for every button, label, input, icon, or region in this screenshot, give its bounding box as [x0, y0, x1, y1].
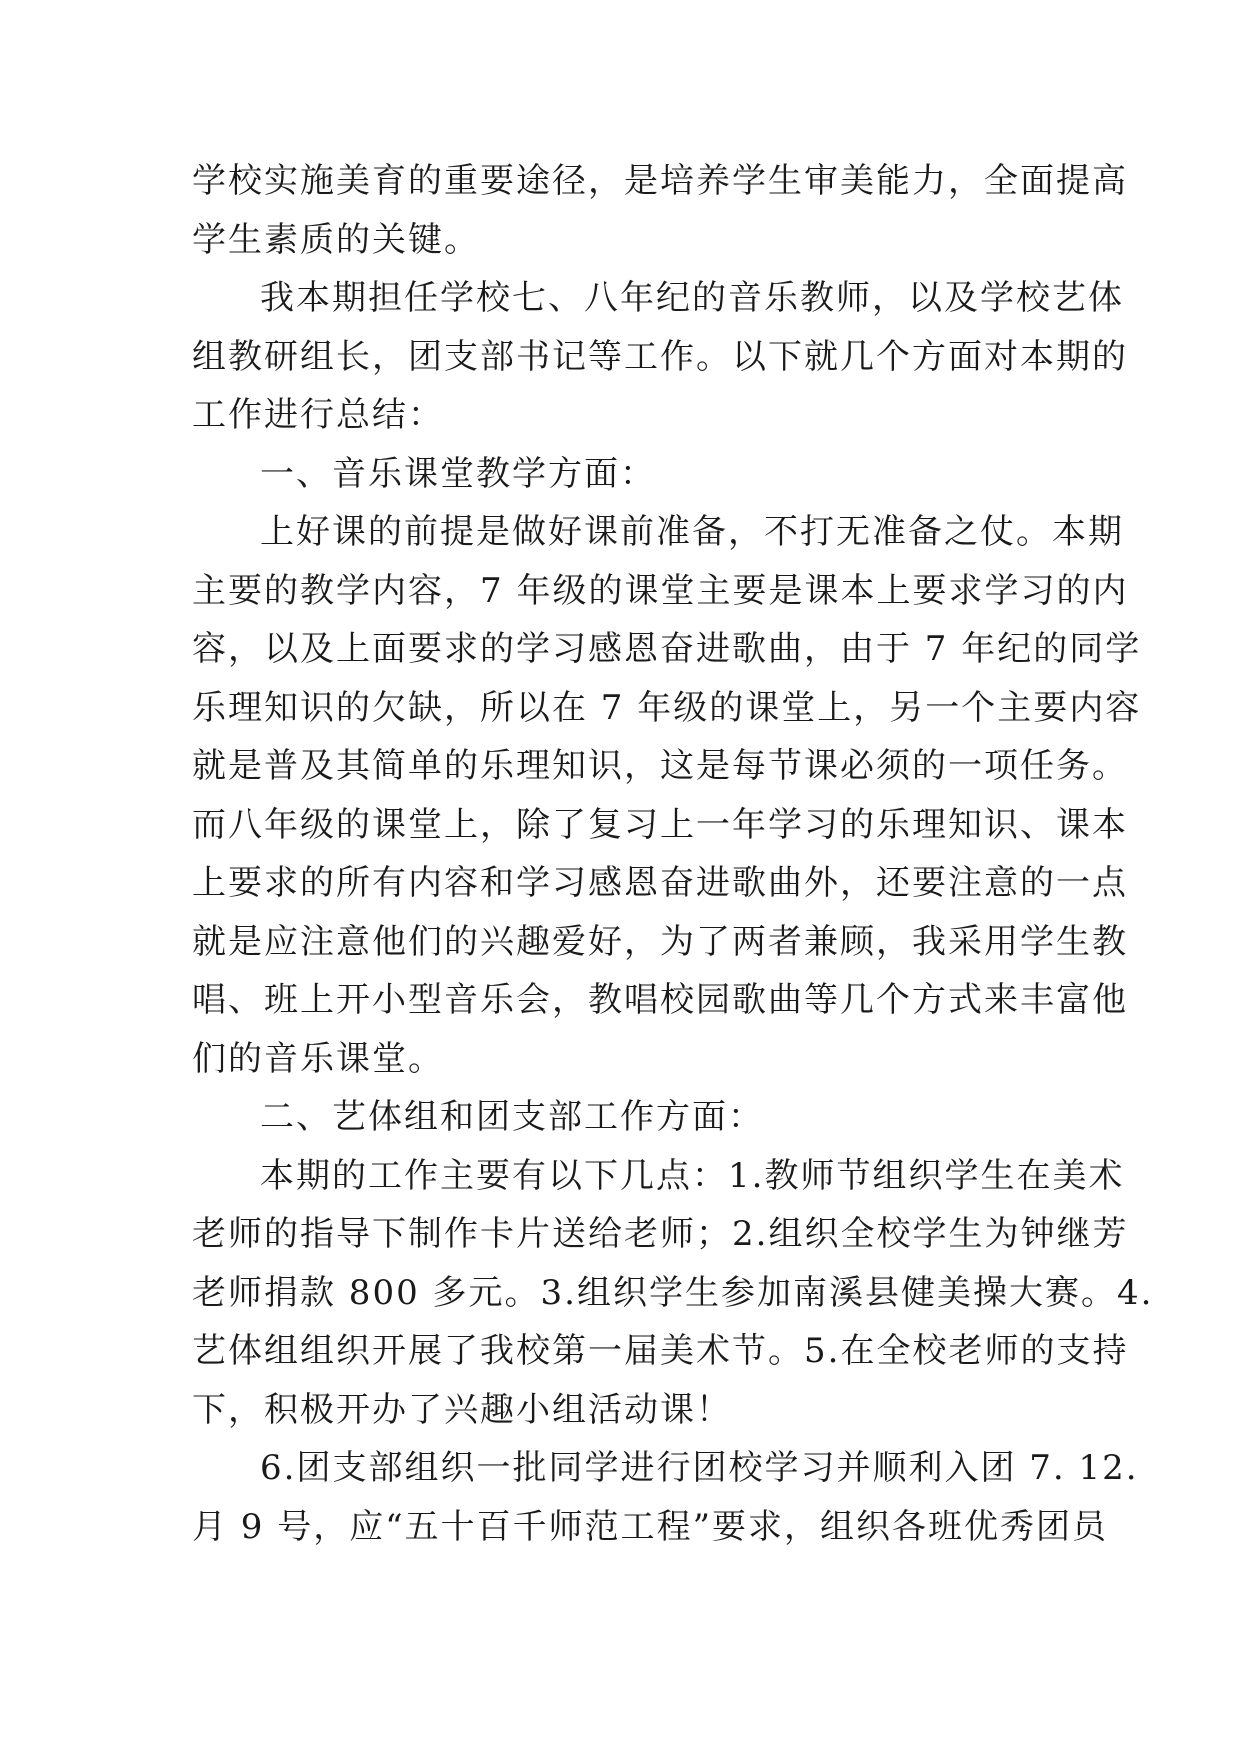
- text-line: 老师的指导下制作卡片送给老师；2.组织全校学生为钟继芳: [192, 1214, 1129, 1254]
- body-text: [192, 152, 1154, 1556]
- text-line: 本期的工作主要有以下几点：1.教师节组织学生在美术: [260, 1155, 1125, 1196]
- text-line: 6.团支部组织一批同学进行团校学习并顺利入团 7. 12.: [260, 1448, 1139, 1488]
- text-line: 容，以及上面要求的学习感恩奋进歌曲，由于 7 年纪的同学: [192, 629, 1142, 669]
- section-heading: 一、音乐课堂教学方面：: [260, 453, 656, 494]
- text-line: 组教研组长，团支部书记等工作。以下就几个方面对本期的: [192, 336, 1128, 377]
- section-heading: 二、艺体组和团支部工作方面：: [260, 1097, 764, 1137]
- text-line: 学生素质的关键。: [192, 219, 480, 260]
- text-line: 唱、班上开小型音乐会，教唱校园歌曲等几个方式来丰富他: [192, 980, 1128, 1020]
- text-line: 学校实施美育的重要途径，是培养学生审美能力，全面提高: [192, 161, 1128, 201]
- text-line: 就是应注意他们的兴趣爱好，为了两者兼顾，我采用学生教: [192, 921, 1128, 962]
- text-line: 上好课的前提是做好课前准备，不打无准备之仗。本期: [260, 512, 1124, 552]
- text-line: 而八年级的课堂上，除了复习上一年学习的乐理知识、课本: [192, 804, 1128, 845]
- text-line: 老师捐款 800 多元。3.组织学生参加南溪县健美操大赛。4.: [192, 1272, 1154, 1313]
- text-line: 主要的教学内容，7 年级的课堂主要是课本上要求学习的内: [192, 570, 1129, 611]
- text-line: 们的音乐课堂。: [192, 1038, 444, 1079]
- text-line: 下，积极开办了兴趣小组活动课！: [192, 1389, 732, 1430]
- text-line: 我本期担任学校七、八年纪的音乐教师，以及学校艺体: [260, 278, 1124, 318]
- text-line: 就是普及其简单的乐理知识，这是每节课必须的一项任务。: [192, 746, 1128, 786]
- text-line: 月 9 号，应“五十百千师范工程”要求，组织各班优秀团员: [192, 1506, 1109, 1547]
- text-line: 上要求的所有内容和学习感恩奋进歌曲外，还要注意的一点: [192, 863, 1128, 903]
- text-line: 艺体组组织开展了我校第一届美术节。5.在全校老师的支持: [192, 1331, 1129, 1371]
- text-line: 工作进行总结：: [192, 395, 444, 435]
- text-line: 乐理知识的欠缺，所以在 7 年级的课堂上，另一个主要内容: [192, 687, 1142, 728]
